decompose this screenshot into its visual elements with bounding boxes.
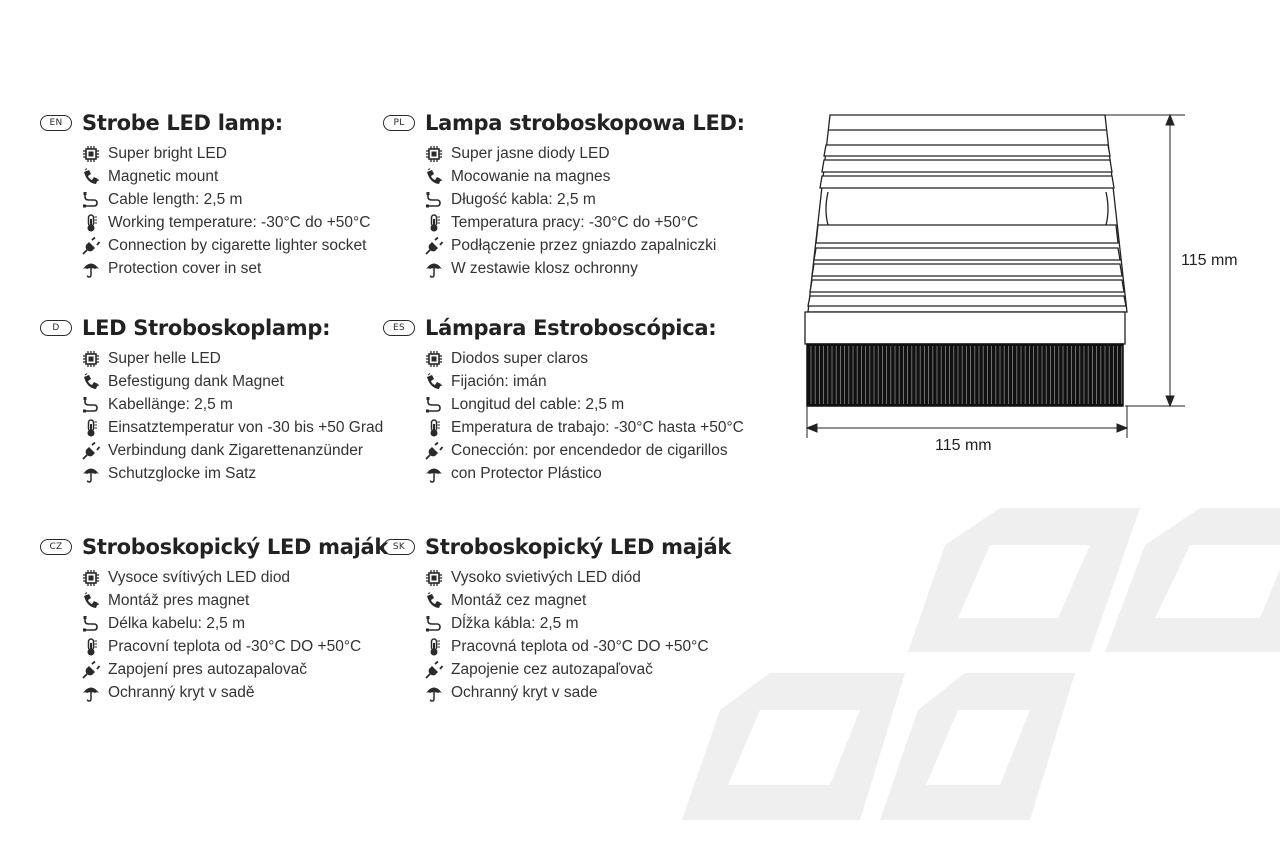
plug-icon [82,442,100,460]
umbrella-icon [82,260,100,278]
feature-text: Befestigung dank Magnet [108,372,284,390]
feature-text: Diodos super claros [451,349,588,367]
led-chip-icon [425,569,443,587]
thermometer-icon [82,419,100,437]
led-chip-icon [82,350,100,368]
feature-item [82,211,370,234]
feature-text: Verbindung dank Zigarettenanzünder [108,441,364,459]
feature-text: Working temperature: -30°C do +50°C [108,213,371,231]
feature-item [425,347,744,370]
magnet-icon [425,373,443,391]
feature-item [425,234,745,257]
feature-item [425,211,745,234]
feature-item [425,612,731,635]
feature-item [425,566,731,589]
thermometer-icon [425,419,443,437]
feature-item [425,257,745,280]
plug-icon [425,237,443,255]
feature-item [82,439,383,462]
cable-icon [82,615,100,633]
feature-text: Magnetic mount [108,167,219,185]
led-chip-icon [425,145,443,163]
feature-text: Délka kabelu: 2,5 m [108,614,245,632]
feature-item [425,681,731,704]
section-pl [383,108,745,280]
cable-icon [82,396,100,414]
cable-icon [425,396,443,414]
section-es [383,313,744,485]
feature-item [82,234,370,257]
feature-item [425,370,744,393]
feature-item [425,462,744,485]
feature-text: Kabellänge: 2,5 m [108,395,233,413]
section-heading [383,108,745,138]
feature-text: Einsatztemperatur von -30 bis +50 Grad [108,418,384,436]
language-badge: CZ [40,539,72,555]
feature-text: Super helle LED [108,349,221,367]
thermometer-icon [82,638,100,656]
feature-text: Zapojení pres autozapalovač [108,660,308,678]
feature-item [425,188,745,211]
feature-text: Super bright LED [108,144,227,162]
feature-text: W zestawie klosz ochronny [451,259,638,277]
feature-text: Cable length: 2,5 m [108,190,243,208]
magnet-icon [425,168,443,186]
feature-text: Pracovní teplota od -30°C DO +50°C [108,637,362,655]
section-heading [40,108,370,138]
section-d [40,313,383,485]
plug-icon [425,661,443,679]
width-dimension [807,406,1127,438]
feature-list [40,566,388,704]
feature-item [82,257,370,280]
watermark-shape [908,508,1140,652]
feature-item [82,416,383,439]
feature-item [82,188,370,211]
cable-icon [425,191,443,209]
led-chip-icon [82,145,100,163]
led-chip-icon [82,569,100,587]
feature-text: Vysoko svietivých LED diód [451,568,641,586]
feature-item [82,462,383,485]
magnet-icon [82,168,100,186]
feature-text: Ochranný kryt v sadě [108,683,255,701]
feature-item [425,416,744,439]
feature-text: Długość kabla: 2,5 m [451,190,596,208]
feature-text: Pracovná teplota od -30°C DO +50°C [451,637,709,655]
feature-item [82,658,388,681]
section-heading [383,532,731,562]
led-chip-icon [425,350,443,368]
feature-text: Longitud del cable: 2,5 m [451,395,625,413]
section-heading [40,532,388,562]
feature-item [82,142,370,165]
feature-text: Ochranný kryt v sade [451,683,598,701]
feature-item [425,658,731,681]
feature-item [82,612,388,635]
feature-text: Podłączenie przez gniazdo zapalniczki [451,236,717,254]
height-label: 115 mm [1181,252,1238,269]
umbrella-icon [82,465,100,483]
feature-text: Montáž pres magnet [108,591,250,609]
feature-item [82,681,388,704]
language-badge: PL [383,115,415,131]
feature-list [383,142,745,280]
section-title: Strobe LED lamp: [82,111,283,135]
feature-text: Fijación: imán [451,372,547,390]
cable-icon [425,615,443,633]
feature-item [82,566,388,589]
feature-text: Dĺžka kábla: 2,5 m [451,614,579,632]
thermometer-icon [425,638,443,656]
feature-item [82,589,388,612]
feature-item [425,165,745,188]
language-badge: EN [40,115,72,131]
feature-text: con Protector Plástico [451,464,602,482]
magnet-icon [82,592,100,610]
feature-text: Schutzglocke im Satz [108,464,257,482]
feature-text: Super jasne diody LED [451,144,610,162]
plug-icon [82,237,100,255]
feature-text: Zapojenie cez autozapaľovač [451,660,653,678]
language-badge: D [40,320,72,336]
feature-list [40,142,370,280]
feature-item [82,165,370,188]
section-title: LED Stroboskoplamp: [82,316,331,340]
cable-icon [82,191,100,209]
feature-item [82,393,383,416]
section-en [40,108,370,280]
thermometer-icon [82,214,100,232]
lamp-base-ring [805,312,1125,344]
language-badge: SK [383,539,415,555]
feature-text: Emperatura de trabajo: -30°C hasta +50°C [451,418,744,436]
section-title: Lámpara Estroboscópica: [425,316,717,340]
feature-list [383,566,731,704]
feature-item [425,635,731,658]
feature-list [383,347,744,485]
umbrella-icon [425,684,443,702]
section-cz [40,532,388,704]
feature-item [82,370,383,393]
feature-text: Mocowanie na magnes [451,167,611,185]
thermometer-icon [425,214,443,232]
feature-list [40,347,383,485]
section-title: Stroboskopický LED maják [425,535,732,559]
width-label: 115 mm [935,437,992,454]
umbrella-icon [425,260,443,278]
umbrella-icon [82,684,100,702]
feature-item [82,635,388,658]
feature-text: Montáž cez magnet [451,591,587,609]
section-sk [383,532,731,704]
section-title: Stroboskopický LED maják [82,535,389,559]
lamp-drawing [790,100,1270,480]
section-heading [40,313,383,343]
feature-text: Temperatura pracy: -30°C do +50°C [451,213,699,231]
plug-icon [425,442,443,460]
magnet-icon [425,592,443,610]
feature-item [425,439,744,462]
watermark-shape [880,673,1075,820]
language-badge: ES [383,320,415,336]
feature-item [425,393,744,416]
magnet-icon [82,373,100,391]
feature-item [82,347,383,370]
feature-text: Connection by cigarette lighter socket [108,236,367,254]
umbrella-icon [425,465,443,483]
feature-item [425,589,731,612]
feature-item [425,142,745,165]
plug-icon [82,661,100,679]
section-title: Lampa stroboskopowa LED: [425,111,745,135]
section-heading [383,313,744,343]
feature-text: Conección: por encendedor de cigarillos [451,441,728,459]
feature-text: Protection cover in set [108,259,262,277]
lamp-diagram [790,100,1270,480]
feature-text: Vysoce svítivých LED diod [108,568,291,586]
